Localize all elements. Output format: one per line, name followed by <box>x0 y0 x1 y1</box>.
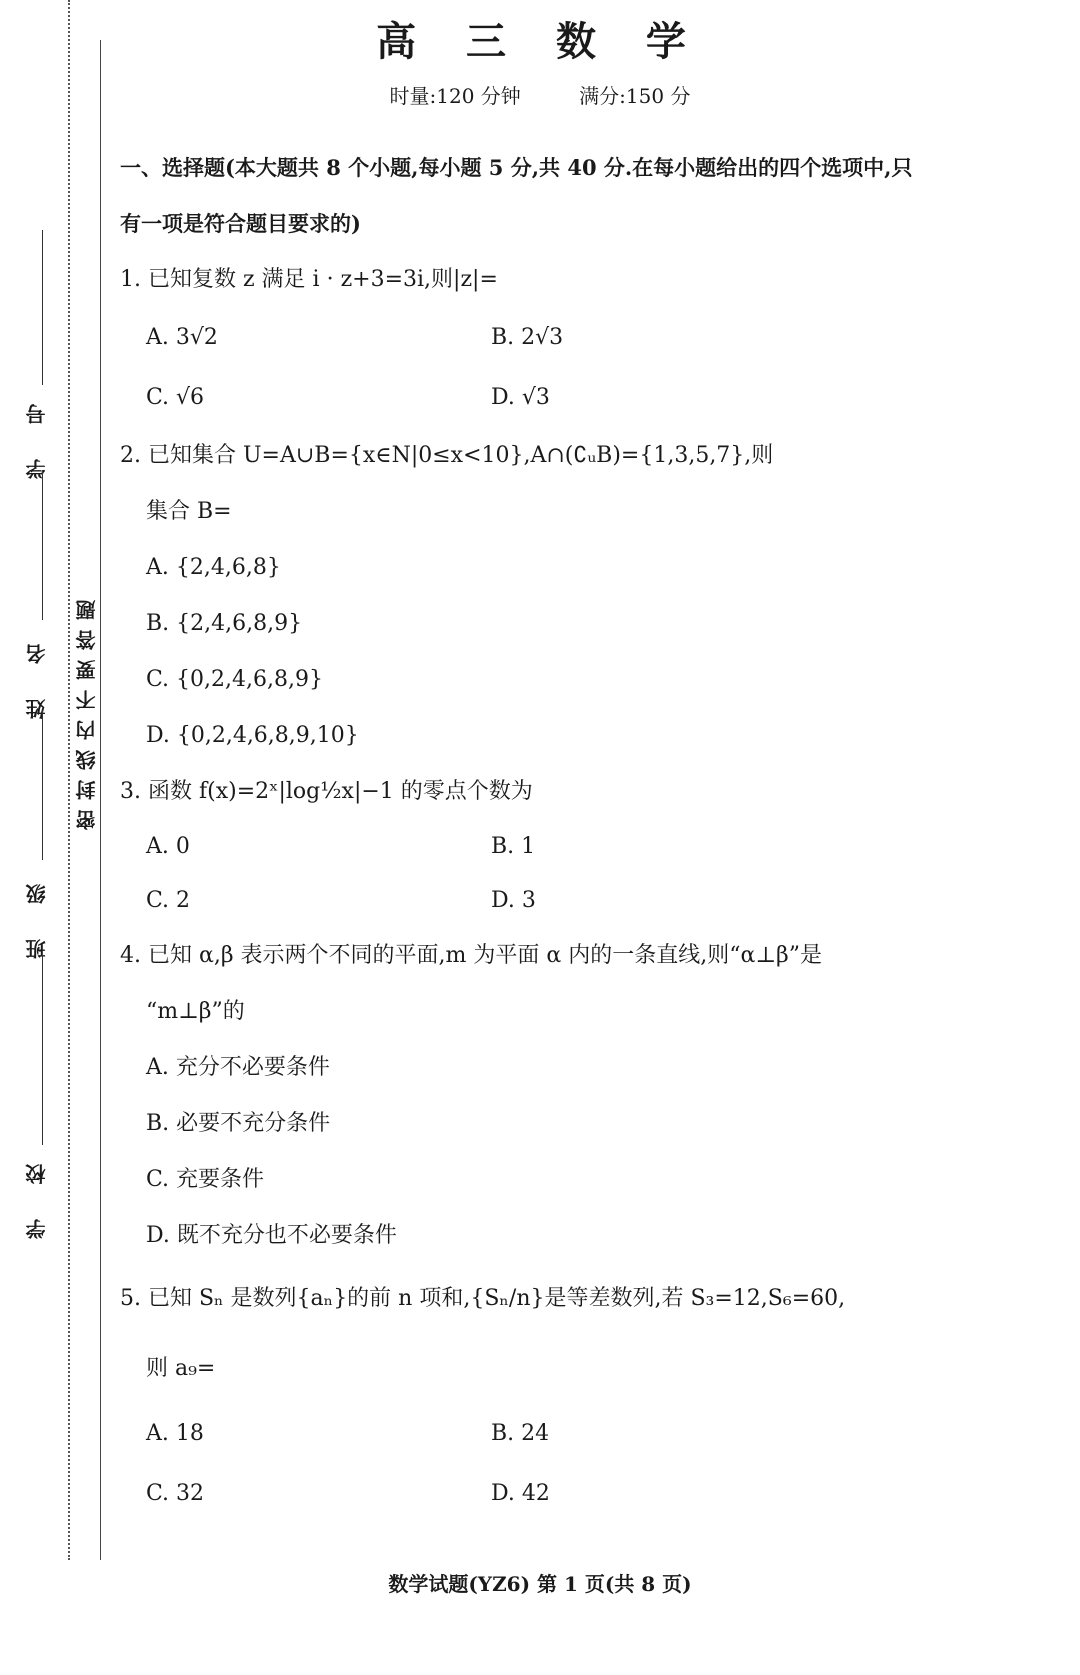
question-4-stem-cont: “m⊥β”的 <box>146 999 245 1024</box>
page-footer: 数学试题(YZ6) 第 1 页(共 8 页) <box>388 1572 692 1596</box>
question-5-option-b[interactable]: B. 24 <box>491 1421 550 1446</box>
class-label: 班 级 <box>25 870 49 959</box>
question-5-option-d[interactable]: D. 42 <box>491 1481 550 1506</box>
question-1-option-d[interactable]: D. √3 <box>491 385 550 410</box>
question-1-options <box>120 308 930 428</box>
question-2-option-b[interactable]: B. {2,4,6,8,9} <box>146 611 303 636</box>
school-line <box>42 955 43 1145</box>
name-label: 姓 名 <box>25 630 49 719</box>
question-3-option-a[interactable]: A. 0 <box>146 834 190 859</box>
student-id-line <box>42 230 43 385</box>
question-5-stem-cont: 则 a₉= <box>146 1356 216 1381</box>
question-3-options <box>120 820 930 928</box>
full-score: 满分:150 分 <box>579 84 691 108</box>
question-2-option-a[interactable]: A. {2,4,6,8} <box>146 555 281 580</box>
question-4-stem: 4. 已知 α,β 表示两个不同的平面,m 为平面 α 内的一条直线,则“α⊥β”是 <box>120 943 822 968</box>
question-1-option-b[interactable]: B. 2√3 <box>491 325 564 350</box>
school-label: 学 校 <box>25 1150 49 1239</box>
question-5-stem: 5. 已知 Sₙ 是数列{aₙ}的前 n 项和,{Sₙ/n}是等差数列,若 S₃=12,S₆=60, <box>120 1286 846 1311</box>
name-line <box>42 470 43 620</box>
question-1-stem: 1. 已知复数 z 满足 i · z+3=3i,则|z|= <box>120 267 498 292</box>
exam-meta <box>0 80 1080 109</box>
seal-warning: 密封线内不要答题 <box>75 590 99 830</box>
question-2-option-c[interactable]: C. {0,2,4,6,8,9} <box>146 667 323 692</box>
binding-dotted-line <box>68 0 70 1560</box>
time-limit: 时量:120 分钟 <box>389 84 521 108</box>
question-4-option-a[interactable]: A. 充分不必要条件 <box>146 1055 330 1080</box>
class-line <box>42 710 43 860</box>
question-2-stem-cont: 集合 B= <box>146 499 232 524</box>
question-4-option-d[interactable]: D. 既不充分也不必要条件 <box>146 1223 397 1248</box>
question-5-option-a[interactable]: A. 18 <box>146 1421 204 1446</box>
question-list <box>120 140 930 1524</box>
page-title: 高 三 数 学 <box>376 19 704 65</box>
question-4-option-c[interactable]: C. 充要条件 <box>146 1167 265 1192</box>
question-4-option-b[interactable]: B. 必要不充分条件 <box>146 1111 331 1136</box>
question-2-options <box>120 540 930 764</box>
question-2-option-d[interactable]: D. {0,2,4,6,8,9,10} <box>146 723 359 748</box>
question-1-option-c[interactable]: C. √6 <box>146 385 205 410</box>
question-3-option-c[interactable]: C. 2 <box>146 888 191 913</box>
question-4-options <box>120 1040 930 1264</box>
question-3-stem: 3. 函数 f(x)=2ˣ|log½x|−1 的零点个数为 <box>120 779 533 804</box>
question-5-options <box>120 1404 930 1524</box>
question-1-option-a[interactable]: A. 3√2 <box>146 325 218 350</box>
question-5-option-c[interactable]: C. 32 <box>146 1481 205 1506</box>
question-3-option-b[interactable]: B. 1 <box>491 834 536 859</box>
section-heading: 一、选择题(本大题共 8 个小题,每小题 5 分,共 40 分.在每小题给出的四个选项中,只有一项是符合题目要求的) <box>120 155 913 236</box>
student-id-label: 学 号 <box>25 390 49 479</box>
question-2-stem: 2. 已知集合 U=A∪B={x∈N|0≤x<10},A∩(∁ᵤB)={1,3,5,7},则 <box>120 443 774 468</box>
question-3-option-d[interactable]: D. 3 <box>491 888 536 913</box>
